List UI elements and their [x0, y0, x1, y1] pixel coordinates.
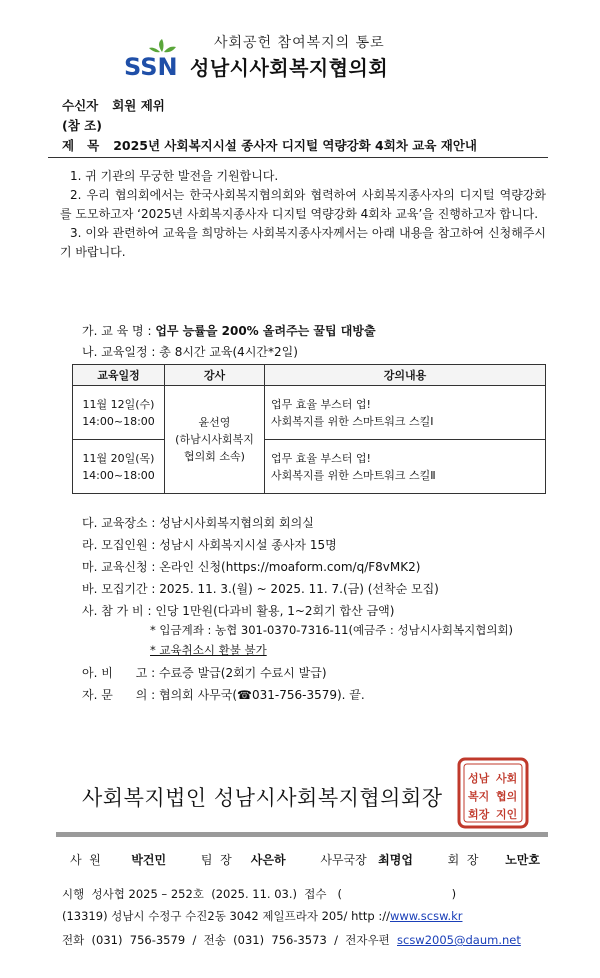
signature-divider	[56, 832, 548, 837]
recruit-value: 성남시 사회복지시설 종사자 15명	[159, 538, 337, 552]
fee-row	[82, 602, 394, 619]
seal-char: 성남	[468, 772, 490, 785]
sig-office: 사무국장 최명업	[320, 853, 413, 867]
table-header-content: 강의내용	[265, 365, 546, 386]
row2-content-subtitle: 사회복지를 위한 스마트워크 스킬Ⅱ	[271, 468, 436, 482]
address-line	[62, 908, 462, 924]
email-link[interactable]: scsw2005@daum.net	[397, 933, 521, 947]
period-value: 2025. 11. 3.(월) ~ 2025. 11. 7.(금) (선착순 모집)	[159, 582, 439, 596]
lecturer-name: 윤선영	[198, 416, 231, 429]
seal-char: 회장	[468, 808, 490, 821]
remark-row	[82, 664, 327, 681]
signature-row	[70, 851, 540, 868]
period-label: 바. 모집기간 :	[82, 582, 156, 596]
contact-line	[62, 932, 521, 948]
table-row	[73, 386, 546, 440]
seal-char: 사회	[496, 772, 518, 785]
apply-value: 온라인 신청(https://moaform.com/q/F8vMK2)	[159, 560, 421, 574]
fee-label: 사. 참 가 비 :	[82, 604, 152, 618]
place-row	[82, 514, 314, 531]
seal-char: 복지	[468, 790, 490, 803]
header-rule	[48, 157, 548, 158]
subject-line	[62, 136, 477, 154]
row1-content-subtitle: 사회복지를 위한 스마트워크 스킬Ⅰ	[271, 414, 434, 428]
sig-chair: 회 장 노만호	[447, 853, 540, 867]
website-link[interactable]: www.scsw.kr	[389, 909, 463, 923]
sender-name: 사회복지법인 성남시사회복지협의회장	[82, 786, 443, 810]
table-cell-lecturer	[165, 386, 265, 494]
edu-name-row	[82, 322, 376, 339]
schedule-row	[82, 343, 298, 360]
official-seal	[456, 756, 530, 830]
edu-name-label: 가. 교 육 명 :	[82, 324, 152, 338]
letterhead-slogan: 사회공헌 참여복지의 통로	[214, 35, 385, 51]
schedule-value: 총 8시간 교육(4시간*2일)	[159, 345, 298, 359]
enforcement-line: 시행 성사협 2025 – 252호 (2025. 11. 03.) 접수 ( )	[62, 887, 457, 901]
sig-team: 팀 장 사은하	[200, 853, 286, 867]
remark-label: 아. 비 고 :	[82, 666, 156, 680]
edu-name-value: 업무 능률을 200% 올려주는 꿀팁 대방출	[155, 324, 376, 338]
seal-char: 지인	[496, 808, 518, 821]
table-cell-date	[73, 440, 165, 494]
address-text: (13319) 성남시 수정구 수진2동 3042 제일프라자 205/ http ://	[62, 909, 390, 923]
reference-line: (참 조)	[62, 118, 102, 133]
remark-value: 수료증 발급(2회기 수료시 발급)	[158, 666, 327, 680]
contact-label: 자. 문 의 :	[82, 688, 156, 702]
table-header-lecturer: 강사	[165, 365, 265, 386]
table-cell-content	[265, 440, 546, 494]
place-value: 성남시사회복지협의회 회의실	[159, 516, 314, 530]
table-cell-date	[73, 386, 165, 440]
row1-date: 11월 12일(수)	[82, 397, 155, 411]
apply-row	[82, 558, 420, 575]
table-header-row	[73, 365, 546, 386]
apply-label: 마. 교육신청 :	[82, 560, 156, 574]
row1-time: 14:00~18:00	[82, 414, 155, 428]
table-cell-content	[265, 386, 546, 440]
recipient-line	[62, 96, 165, 114]
contact-value: 협의회 사무국(☎031-756-3579). 끝.	[158, 688, 365, 702]
letterhead-org-name: 성남시사회복지협의회	[190, 56, 389, 80]
account-note: * 입금계좌 : 농협 301-0370-7316-11(예금주 : 성남시사회복지협의회)	[150, 623, 514, 637]
lecturer-affiliation-2: 협의회 소속)	[184, 450, 245, 463]
ssn-logo-text: SSN	[124, 53, 178, 78]
fee-value: 인당 1만원(다과비 활용, 1~2회기 합산 금액)	[155, 604, 395, 618]
recipient-label: 수신자	[62, 98, 99, 113]
ssn-logo	[124, 38, 186, 78]
subject-label: 제 목	[62, 138, 100, 153]
seal-char: 협의	[496, 790, 518, 803]
phone-fax-text: 전화 (031) 756-3579 / 전송 (031) 756-3573 / 전자우편	[62, 933, 397, 947]
table-header-date: 교육일정	[73, 365, 165, 386]
paragraph-2: 2. 우리 협의회에서는 한국사회복지협의회와 협력하여 사회복지종사자의 디지털 역량강화를 도모하고자 ‘2025년 사회복지종사자 디지털 역량강화 4회차 교육’을 진행하고자 합니다.	[60, 188, 546, 221]
subject-value: 2025년 사회복지시설 종사자 디지털 역량강화 4회차 교육 재안내	[113, 138, 477, 153]
sig-staff: 사 원 박건민	[70, 853, 167, 867]
recipient-value: 회원 제위	[112, 98, 165, 113]
row1-content-title: 업무 효율 부스터 업!	[271, 397, 371, 411]
row2-content-title: 업무 효율 부스터 업!	[271, 451, 371, 465]
row2-time: 14:00~18:00	[82, 468, 155, 482]
table-row	[73, 440, 546, 494]
place-label: 다. 교육장소 :	[82, 516, 156, 530]
paragraph-3: 3. 이와 관련하여 교육을 희망하는 사회복지종사자께서는 아래 내용을 참고하여 신청해주시기 바랍니다.	[60, 226, 546, 259]
recruit-label: 라. 모집인원 :	[82, 538, 156, 552]
row2-date: 11월 20일(목)	[82, 451, 155, 465]
schedule-label: 나. 교육일정 :	[82, 345, 156, 359]
body-paragraphs	[60, 167, 546, 262]
schedule-table	[72, 364, 546, 494]
paragraph-1: 1. 귀 기관의 무궁한 발전을 기원합니다.	[70, 169, 279, 183]
period-row	[82, 580, 439, 597]
contact-row	[82, 686, 365, 703]
recruit-row	[82, 536, 337, 553]
refund-note: * 교육취소시 환불 불가	[150, 643, 267, 657]
lecturer-affiliation-1: (하남시사회복지	[175, 433, 254, 446]
